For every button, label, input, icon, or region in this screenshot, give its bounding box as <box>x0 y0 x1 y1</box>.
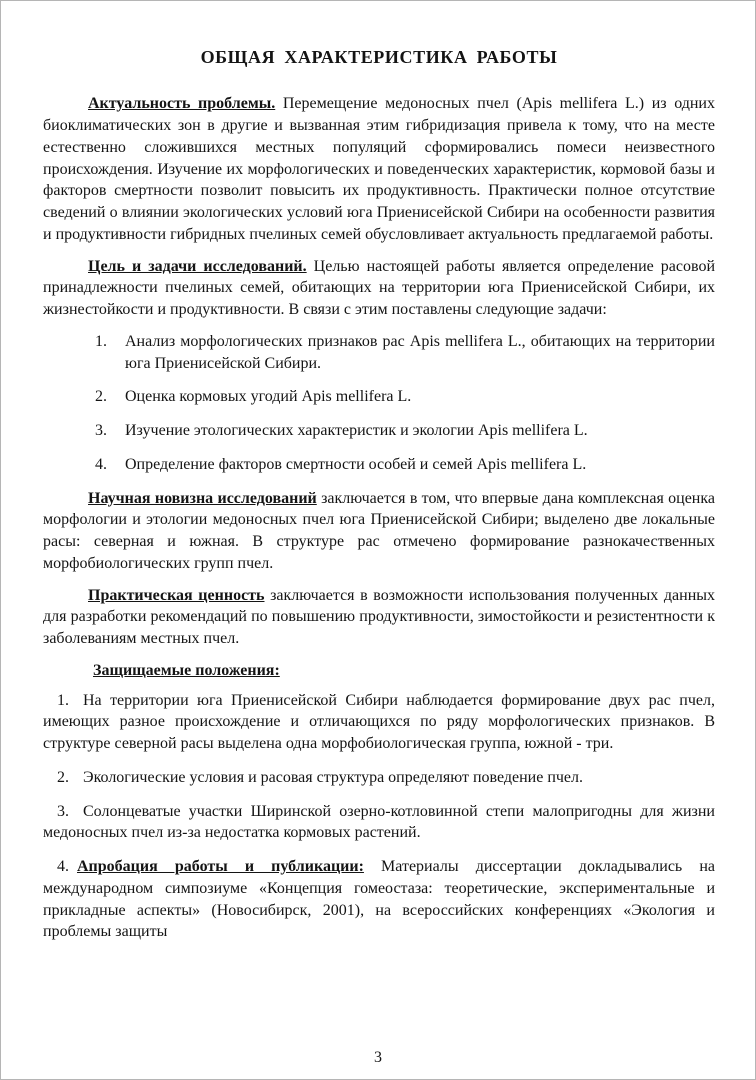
paragraph-novelty <box>43 488 715 575</box>
task-number: 4. <box>95 455 107 473</box>
paragraph-goal <box>43 256 715 321</box>
position-number: 1. <box>57 691 69 709</box>
paragraph-actuality <box>43 93 715 245</box>
task-text: Изучение этологических характеристик и экологии Apis mellifera L. <box>125 422 588 440</box>
practical-text: заключается в возможности использования полученных данных для разработки рекомендаций по повышению продуктивности, зимостойкости и резистентности к заболеваниям местных пчел. <box>43 586 716 648</box>
task-text: Оценка кормовых угодий Apis mellifera L. <box>125 388 412 406</box>
practical-heading: Практическая ценность <box>88 586 265 604</box>
list-item-task-1 <box>43 331 715 375</box>
position-text: Экологические условия и расовая структура определяют поведение пчел. <box>83 768 584 786</box>
actuality-text: Перемещение медоносных пчел (Apis mellifera L.) из одних биоклиматических зон в другие и вызванная этим гибридизация привела к тому, что на месте естественно сложившихся местных популяций сформировались помеси неизвестного происхождения. Изучение их морфологических и поведенческих характеристик, кормовой базы и факторов смертности позволит повысить их продуктивность. Практически полное отсутствие сведений о влиянии экологических условий юга Приенисейской Сибири на особенности развития и продуктивности гибридных пчелиных семей обусловливает актуальность предлагаемой работы. <box>43 95 715 243</box>
paragraph-practical <box>43 585 715 650</box>
task-text: Анализ морфологических признаков рас Apis mellifera L., обитающих на территории юга Приенисейской Сибири. <box>125 332 715 372</box>
list-item-position-3 <box>43 801 715 845</box>
goal-heading: Цель и задачи исследований. <box>88 257 307 275</box>
task-number: 2. <box>95 388 107 406</box>
position-number: 2. <box>57 768 69 786</box>
position-text: На территории юга Приенисейской Сибири наблюдается формирование двух рас пчел, имеющих разное происхождение и отличающихся по ряду морфологических признаков. В структуре северной расы выделена одна морфобиологическая группа, южной - три. <box>43 691 715 753</box>
page-title: ОБЩАЯ ХАРАКТЕРИСТИКА РАБОТЫ <box>200 47 558 67</box>
paragraph-approbation <box>43 856 715 943</box>
approbation-heading: Апробация работы и публикации: <box>77 858 364 876</box>
task-text: Определение факторов смертности особей и семей Apis mellifera L. <box>125 455 587 473</box>
list-item-position-2 <box>43 767 715 789</box>
task-number: 3. <box>95 422 107 440</box>
list-item-task-3 <box>43 420 715 442</box>
list-item-task-4 <box>43 454 715 476</box>
position-number: 3. <box>57 802 69 820</box>
positions-heading-text: Защищаемые положения: <box>93 661 280 679</box>
actuality-heading: Актуальность проблемы. <box>88 95 276 113</box>
page-number: 3 <box>374 1049 382 1067</box>
novelty-text: заключается в том, что впервые дана комплексная оценка морфологии и этологии медоносных пчел юга Приенисейской Сибири; выделено две локальные расы: северная и южная. В структуре рас отмечено формирование разнокачественных морфобиологических групп пчел. <box>43 489 715 572</box>
list-item-task-2 <box>43 386 715 408</box>
list-item-position-1 <box>43 690 715 755</box>
positions-heading <box>43 660 715 682</box>
tasks-list <box>43 331 715 476</box>
approbation-text: Материалы диссертации докладывались на международном симпозиуме «Концепция гомеостаза: теоретические, экспериментальные и прикладные аспекты» (Новосибирск, 2001), на всероссийских конференциях «Экология и проблемы защиты <box>43 858 716 941</box>
goal-text: Целью настоящей работы является определение расовой принадлежности пчелиных семей, обитающих на территории юга Приенисейской Сибири, их жизнестойкости и продуктивности. В связи с этим поставлены следующие задачи: <box>43 257 716 319</box>
novelty-heading: Научная новизна исследований <box>88 489 317 507</box>
task-number: 1. <box>95 332 107 350</box>
position-text: Солонцеватые участки Ширинской озерно-котловинной степи малопригодны для жизни медоносных пчел из-за недостатка кормовых растений. <box>43 802 715 842</box>
approbation-number: 4. <box>57 858 69 876</box>
